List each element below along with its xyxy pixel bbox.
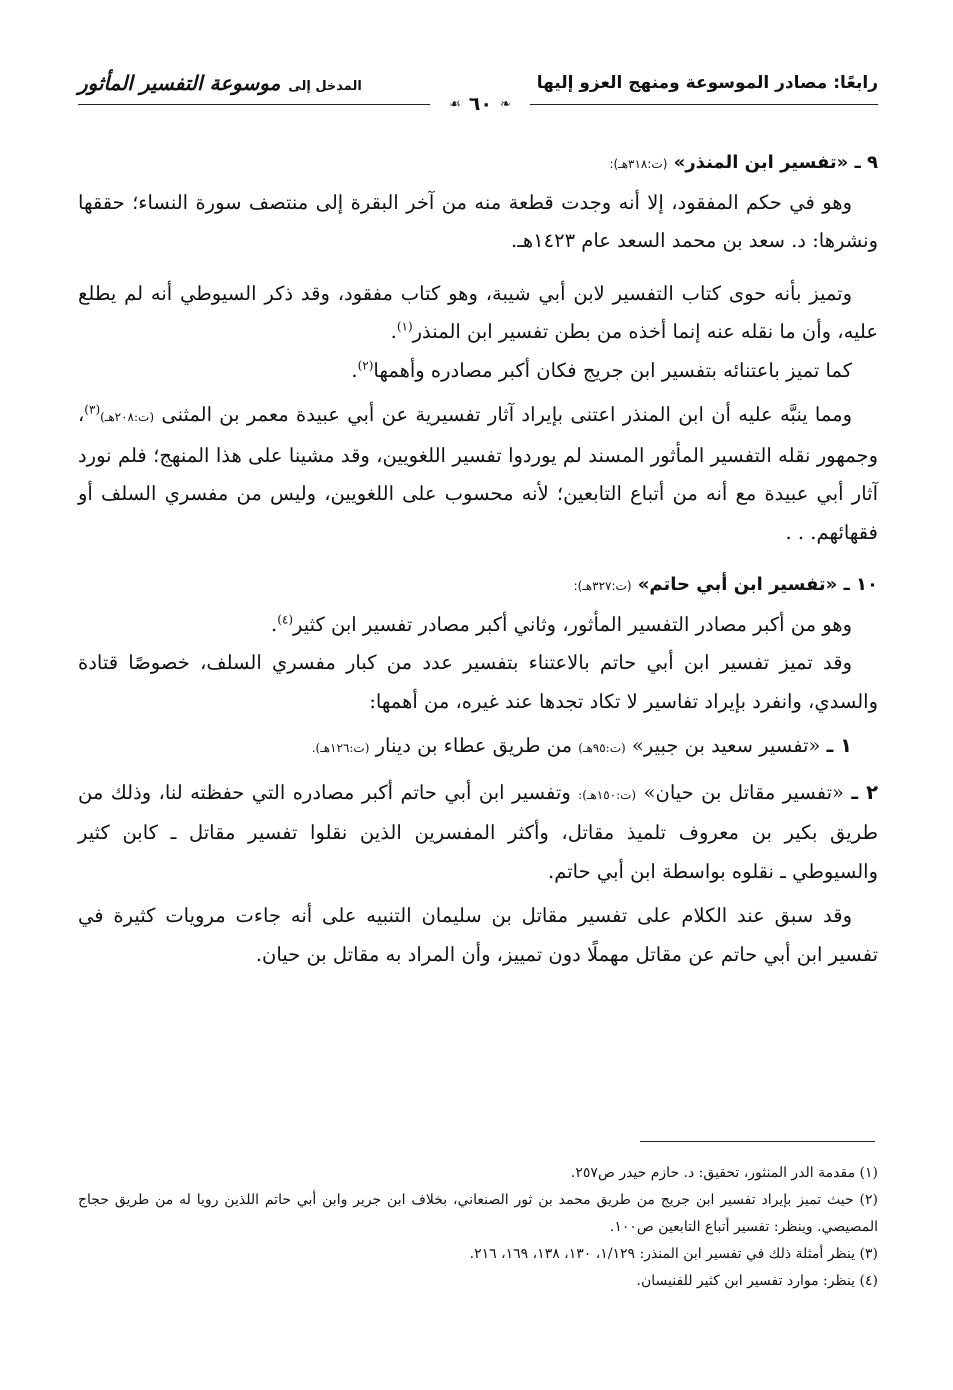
section-title: «تفسير ابن المنذر» — [673, 152, 849, 173]
footnote: (٤) ينظر: موارد تفسير ابن كثير للفنيسان. — [636, 1273, 878, 1289]
footnote-ref: (٢) — [357, 358, 374, 372]
ornament-icon: ☙ — [449, 96, 461, 112]
list-item-number: ٢ ـ — [851, 780, 878, 804]
list-item-text: من طريق عطاء بن دينار — [375, 734, 573, 757]
death-date: (ت:١٥٠هـ): — [578, 787, 637, 802]
book-title-block — [78, 71, 362, 95]
paragraph — [78, 396, 878, 552]
paragraph-text: كما تميز باعتنائه بتفسير ابن جريج فكان أكبر مصادره وأهمها — [373, 358, 852, 382]
footnote-ref: (٣) — [84, 402, 101, 417]
section-number: ٩ ـ — [854, 152, 878, 173]
list-item-title: «تفسير مقاتل بن حيان» — [643, 780, 844, 804]
death-date: (ت:٢٠٨هـ) — [100, 410, 155, 424]
footnotes — [78, 1160, 878, 1295]
paragraph — [78, 606, 878, 645]
paragraph-text: وتميز بأنه حوى كتاب التفسير لابن أبي شيبة، وهو كتاب مفقود، وقد ذكر السيوطي أنه لم يطلع عليه، وأن ما نقله عنه إنما أخذه من بطن تفسير ابن المنذر — [78, 281, 878, 343]
list-item-text: وتفسير ابن أبي حاتم أكبر مصادره التي حفظته لنا، وذلك من طريق بكير بن معروف تلميذ مقاتل، وأكثر المفسرين الذين نقلوا تفسير مقاتل ـ كابن كثير والسيوطي ـ نقلوه بواسطة ابن أبي حاتم. — [78, 780, 878, 883]
chapter-title: رابعًا: مصادر الموسوعة ومنهج العزو إليها — [536, 73, 878, 93]
paragraph — [78, 275, 878, 352]
section-10-heading — [78, 566, 878, 606]
paragraph-text: ، وجمهور نقله التفسير المأثور المسند لم يوردوا تفسير اللغويين، وقد مشينا على هذا المنهج؛ فلم نورد آثار أبي عبيدة مع أنه من أتباع التابعين؛ لأنه محسوب على اللغويين، وليس من مفسري السلف أو فقهائهم. . . — [78, 403, 878, 544]
footnote: (١) مقدمة الدر المنثور، تحقيق: د. حازم حيدر ص٢٥٧. — [570, 1165, 878, 1181]
paragraph: وهو في حكم المفقود، إلا أنه وجدت قطعة منه من آخر البقرة إلى منتصف سورة النساء؛ حققها ونشرها: د. سعد بن محمد السعد عام ١٤٢٣هـ. — [78, 190, 878, 252]
page-number-block — [430, 92, 530, 116]
list-item-title: «تفسير سعيد بن جبير» — [631, 734, 821, 757]
death-date: (ت:٣٢٧هـ): — [573, 579, 632, 593]
footnote: (٢) حيث تميز بإيراد تفسير ابن جريج من طريق محمد بن ثور الصنعاني، بخلاف ابن جرير وابن أبي حاتم اللذين رويا له من طريق حجاج المصيصي. وينظر: تفسير أتباع التابعين ص١٠٠. — [78, 1192, 878, 1235]
section-title: «تفسير ابن أبي حاتم» — [637, 574, 838, 595]
footnote: (٣) ينظر أمثلة ذلك في تفسير ابن المنذر: ١/١٢٩، ١٣٠، ١٣٨، ١٦٩، ٢١٦. — [469, 1246, 878, 1262]
footnote-ref: (١) — [396, 319, 413, 334]
list-item — [78, 727, 878, 768]
section-9-heading — [78, 144, 878, 184]
paragraph-text: ومما ينبَّه عليه أن ابن المنذر اعتنى بإيراد آثار تفسيرية عن أبي عبيدة معمر بن المثنى — [161, 403, 853, 426]
page-number: ٦٠ — [468, 93, 492, 115]
footnote-ref: (٤) — [277, 612, 294, 626]
paragraph-text: وهو من أكبر مصادر التفسير المأثور، وثاني أكبر مصادر تفسير ابن كثير — [293, 612, 852, 636]
list-item-number: ١ ـ — [826, 734, 852, 757]
paragraph-end: . — [271, 612, 278, 636]
paragraph: وقد تميز تفسير ابن أبي حاتم بالاعتناء بتفسير عدد من كبار مفسري السلف، خصوصًا قتادة والسدي، وانفرد بإيراد تفاسير لا تكاد تجدها عند غيره، من أهمها: — [78, 651, 878, 713]
list-item — [78, 774, 878, 892]
paragraph: وقد سبق عند الكلام على تفسير مقاتل بن سليمان التنبيه على أنه جاءت مرويات كثيرة في تفسير ابن أبي حاتم عن مقاتل مهملًا دون تمييز، وأن المراد به مقاتل بن حيان. — [78, 904, 878, 966]
death-date: (ت:٩٥هـ) — [578, 741, 626, 755]
section-number: ١٠ ـ — [843, 574, 878, 595]
book-prefix: المدخل إلى — [288, 79, 362, 94]
book-title: موسوعة التفسير المأثور — [78, 71, 281, 95]
paragraph — [78, 352, 878, 391]
paragraph-end: . — [390, 320, 397, 343]
footnote-rule — [640, 1141, 875, 1142]
death-date: (ت:٣١٨هـ): — [609, 157, 668, 171]
ornament-icon: ❧ — [499, 96, 511, 112]
main-text — [78, 140, 878, 974]
death-date: (ت:١٢٦هـ). — [311, 741, 370, 755]
paragraph-end: . — [351, 358, 358, 382]
